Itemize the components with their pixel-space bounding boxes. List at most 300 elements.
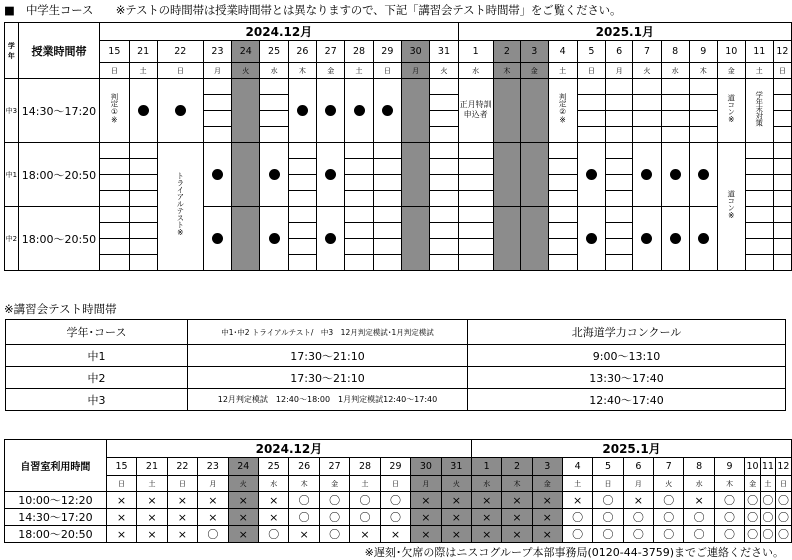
weekday-cell: 月 bbox=[623, 476, 653, 492]
empty-cell bbox=[288, 207, 316, 223]
date-cell: 28 bbox=[350, 458, 380, 476]
class-dot-icon bbox=[297, 105, 308, 116]
note-shogatsu bbox=[458, 79, 493, 143]
grade-label: 中1 bbox=[5, 143, 19, 207]
weekday-cell: 水 bbox=[684, 476, 714, 492]
empty-cell bbox=[100, 223, 129, 239]
availability-mark: 〇 bbox=[259, 526, 289, 543]
test-time-a: 17:30～21:10 bbox=[188, 345, 468, 367]
empty-cell bbox=[260, 111, 288, 127]
weekday-cell: 日 bbox=[577, 63, 605, 79]
empty-cell bbox=[548, 207, 577, 223]
availability-mark: 〇 bbox=[562, 526, 592, 543]
weekday-cell: 金 bbox=[319, 476, 349, 492]
availability-mark: 〇 bbox=[745, 526, 761, 543]
class-cell bbox=[203, 207, 231, 271]
empty-cell bbox=[745, 207, 773, 223]
empty-cell bbox=[430, 127, 458, 143]
date-cell: 24 bbox=[228, 458, 258, 476]
class-dot-icon bbox=[670, 233, 681, 244]
empty-cell bbox=[129, 207, 157, 223]
weekday-cell: 木 bbox=[502, 476, 532, 492]
empty-cell bbox=[345, 159, 373, 175]
empty-cell bbox=[260, 95, 288, 111]
weekday-cell: 土 bbox=[745, 63, 773, 79]
weekday-cell: 土 bbox=[137, 476, 167, 492]
availability-mark: 〇 bbox=[684, 526, 714, 543]
empty-cell bbox=[203, 79, 231, 95]
empty-cell bbox=[458, 143, 493, 159]
weekday-cell: 月 bbox=[402, 63, 430, 79]
availability-mark: 〇 bbox=[684, 509, 714, 526]
availability-mark: × bbox=[137, 492, 167, 509]
note-shogatsu-text: 正月特訓申込者 bbox=[459, 100, 492, 119]
date-cell: 1 bbox=[472, 458, 502, 476]
date-cell: 22 bbox=[157, 41, 203, 63]
empty-cell bbox=[288, 143, 316, 159]
date-cell: 9 bbox=[714, 458, 744, 476]
empty-cell bbox=[129, 159, 157, 175]
empty-cell bbox=[661, 79, 689, 95]
col-header-concours: 北海道学力コンクール bbox=[468, 320, 786, 345]
closed-cell bbox=[493, 207, 520, 271]
empty-cell bbox=[458, 207, 493, 223]
empty-cell bbox=[430, 255, 458, 271]
class-dot-icon bbox=[325, 169, 336, 180]
class-cell bbox=[203, 143, 231, 207]
date-cell: 24 bbox=[232, 41, 260, 63]
note-trial-text: トライアルテスト※ bbox=[175, 172, 185, 237]
date-cell: 26 bbox=[288, 41, 316, 63]
weekday-cell: 木 bbox=[493, 63, 520, 79]
class-cell bbox=[633, 143, 661, 207]
empty-cell bbox=[430, 111, 458, 127]
weekday-cell: 日 bbox=[167, 476, 197, 492]
empty-cell bbox=[605, 175, 632, 191]
class-cell bbox=[288, 79, 316, 143]
empty-cell bbox=[373, 191, 401, 207]
availability-mark: 〇 bbox=[654, 492, 684, 509]
empty-cell bbox=[100, 207, 129, 223]
availability-mark: 〇 bbox=[714, 509, 744, 526]
test-time-b: 13:30～17:40 bbox=[468, 367, 786, 389]
date-cell: 25 bbox=[259, 458, 289, 476]
availability-mark: × bbox=[411, 492, 441, 509]
weekday-cell: 金 bbox=[521, 63, 548, 79]
empty-cell bbox=[605, 239, 632, 255]
date-cell: 22 bbox=[167, 458, 197, 476]
availability-mark: 〇 bbox=[760, 492, 775, 509]
weekday-cell: 火 bbox=[430, 63, 458, 79]
date-cell: 4 bbox=[548, 41, 577, 63]
class-dot-icon bbox=[138, 105, 149, 116]
date-cell: 25 bbox=[260, 41, 288, 63]
empty-cell bbox=[288, 175, 316, 191]
empty-cell bbox=[345, 175, 373, 191]
availability-mark: × bbox=[106, 526, 136, 543]
empty-cell bbox=[745, 255, 773, 271]
empty-cell bbox=[548, 255, 577, 271]
empty-cell bbox=[288, 255, 316, 271]
availability-mark: × bbox=[380, 526, 410, 543]
empty-cell bbox=[605, 111, 632, 127]
study-room-title: 自習室利用時間 bbox=[5, 440, 107, 492]
date-cell: 29 bbox=[373, 41, 401, 63]
availability-mark: × bbox=[562, 492, 592, 509]
weekday-cell: 日 bbox=[100, 63, 129, 79]
weekday-cell: 日 bbox=[373, 63, 401, 79]
empty-cell bbox=[129, 239, 157, 255]
class-cell bbox=[689, 207, 717, 271]
availability-mark: × bbox=[259, 492, 289, 509]
test-grade: 中2 bbox=[6, 367, 188, 389]
empty-cell bbox=[345, 191, 373, 207]
empty-cell bbox=[100, 255, 129, 271]
month-jan: 2025.1月 bbox=[458, 23, 791, 41]
empty-cell bbox=[288, 191, 316, 207]
weekday-cell: 金 bbox=[717, 63, 745, 79]
availability-mark: × bbox=[228, 526, 258, 543]
class-dot-icon bbox=[586, 233, 597, 244]
availability-mark: 〇 bbox=[760, 526, 775, 543]
closed-cell bbox=[232, 79, 260, 143]
empty-cell bbox=[633, 127, 661, 143]
empty-cell bbox=[661, 127, 689, 143]
availability-mark: × bbox=[441, 509, 471, 526]
availability-mark: × bbox=[532, 509, 562, 526]
class-cell bbox=[317, 79, 345, 143]
class-time: 18:00～20:50 bbox=[18, 143, 99, 207]
test-grade: 中1 bbox=[6, 345, 188, 367]
grade-header: 学年 bbox=[5, 23, 19, 79]
empty-cell bbox=[745, 239, 773, 255]
empty-cell bbox=[129, 255, 157, 271]
class-dot-icon bbox=[212, 233, 223, 244]
empty-cell bbox=[689, 111, 717, 127]
test-time-b: 9:00～13:10 bbox=[468, 345, 786, 367]
empty-cell bbox=[548, 223, 577, 239]
empty-cell bbox=[773, 127, 791, 143]
availability-mark: 〇 bbox=[562, 509, 592, 526]
date-cell: 6 bbox=[623, 458, 653, 476]
date-cell: 10 bbox=[717, 41, 745, 63]
class-time: 14:30～17:20 bbox=[18, 79, 99, 143]
weekday-cell: 金 bbox=[745, 476, 761, 492]
note-hantei2 bbox=[548, 79, 577, 143]
availability-mark: 〇 bbox=[350, 492, 380, 509]
grade-label: 中2 bbox=[5, 207, 19, 271]
class-cell bbox=[689, 143, 717, 207]
empty-cell bbox=[345, 255, 373, 271]
availability-mark: × bbox=[441, 492, 471, 509]
availability-mark: 〇 bbox=[319, 526, 349, 543]
date-cell: 30 bbox=[402, 41, 430, 63]
time-header: 授業時間帯 bbox=[18, 23, 99, 79]
date-cell: 8 bbox=[661, 41, 689, 63]
availability-mark: × bbox=[289, 526, 319, 543]
weekday-cell: 土 bbox=[345, 63, 373, 79]
weekday-cell: 水 bbox=[661, 63, 689, 79]
availability-mark: × bbox=[532, 492, 562, 509]
date-cell: 7 bbox=[654, 458, 684, 476]
weekday-cell: 木 bbox=[689, 63, 717, 79]
empty-cell bbox=[288, 223, 316, 239]
empty-cell bbox=[605, 127, 632, 143]
weekday-cell: 土 bbox=[548, 63, 577, 79]
weekday-cell: 火 bbox=[654, 476, 684, 492]
class-cell bbox=[661, 143, 689, 207]
date-cell: 2 bbox=[493, 41, 520, 63]
empty-cell bbox=[458, 159, 493, 175]
empty-cell bbox=[773, 191, 791, 207]
availability-mark: 〇 bbox=[775, 526, 791, 543]
weekday-cell: 月 bbox=[198, 476, 228, 492]
availability-mark: 〇 bbox=[380, 509, 410, 526]
weekday-cell: 木 bbox=[714, 476, 744, 492]
date-cell: 21 bbox=[137, 458, 167, 476]
empty-cell bbox=[577, 127, 605, 143]
empty-cell bbox=[773, 111, 791, 127]
availability-mark: × bbox=[167, 526, 197, 543]
date-cell: 9 bbox=[689, 41, 717, 63]
empty-cell bbox=[288, 159, 316, 175]
availability-mark: 〇 bbox=[714, 492, 744, 509]
class-dot-icon bbox=[641, 169, 652, 180]
availability-mark: × bbox=[167, 492, 197, 509]
month-jan: 2025.1月 bbox=[472, 440, 792, 458]
empty-cell bbox=[773, 207, 791, 223]
study-time: 18:00～20:50 bbox=[5, 526, 107, 543]
date-cell: 28 bbox=[345, 41, 373, 63]
empty-cell bbox=[129, 175, 157, 191]
empty-cell bbox=[605, 143, 632, 159]
empty-cell bbox=[548, 175, 577, 191]
date-cell: 1 bbox=[458, 41, 493, 63]
class-cell bbox=[633, 207, 661, 271]
empty-cell bbox=[745, 223, 773, 239]
availability-mark: × bbox=[441, 526, 471, 543]
class-cell bbox=[577, 207, 605, 271]
note-dokon1 bbox=[717, 79, 745, 143]
note-dokon1-text: 道コン※ bbox=[726, 93, 736, 124]
class-time: 18:00～20:50 bbox=[18, 207, 99, 271]
empty-cell bbox=[605, 255, 632, 271]
empty-cell bbox=[100, 175, 129, 191]
weekday-cell: 火 bbox=[228, 476, 258, 492]
date-cell: 10 bbox=[745, 458, 761, 476]
empty-cell bbox=[689, 79, 717, 95]
empty-cell bbox=[548, 159, 577, 175]
date-cell: 23 bbox=[203, 41, 231, 63]
weekday-cell: 火 bbox=[232, 63, 260, 79]
empty-cell bbox=[745, 143, 773, 159]
empty-cell bbox=[773, 223, 791, 239]
date-cell: 31 bbox=[441, 458, 471, 476]
empty-cell bbox=[458, 255, 493, 271]
empty-cell bbox=[605, 223, 632, 239]
closed-cell bbox=[521, 207, 548, 271]
availability-mark: × bbox=[106, 492, 136, 509]
empty-cell bbox=[577, 111, 605, 127]
class-cell bbox=[317, 207, 345, 271]
availability-mark: 〇 bbox=[380, 492, 410, 509]
empty-cell bbox=[373, 159, 401, 175]
empty-cell bbox=[373, 239, 401, 255]
closed-cell bbox=[232, 207, 260, 271]
weekday-cell: 日 bbox=[593, 476, 623, 492]
footer-note: ※遅刻･欠席の際はニスコグループ本部事務局(0120-44-3759)までご連絡ください。 bbox=[364, 546, 784, 559]
weekday-cell: 月 bbox=[203, 63, 231, 79]
date-cell: 6 bbox=[605, 41, 632, 63]
class-dot-icon bbox=[325, 105, 336, 116]
class-dot-icon bbox=[325, 233, 336, 244]
empty-cell bbox=[633, 111, 661, 127]
empty-cell bbox=[373, 207, 401, 223]
col-header-grade: 学年･コース bbox=[6, 320, 188, 345]
empty-cell bbox=[633, 95, 661, 111]
study-time: 10:00～12:20 bbox=[5, 492, 107, 509]
closed-cell bbox=[232, 143, 260, 207]
availability-mark: × bbox=[411, 509, 441, 526]
availability-mark: 〇 bbox=[775, 509, 791, 526]
empty-cell bbox=[373, 255, 401, 271]
empty-cell bbox=[100, 143, 129, 159]
date-cell: 8 bbox=[684, 458, 714, 476]
date-cell: 23 bbox=[198, 458, 228, 476]
date-cell: 27 bbox=[317, 41, 345, 63]
empty-cell bbox=[458, 175, 493, 191]
note-trial bbox=[157, 143, 203, 271]
weekday-cell: 水 bbox=[260, 63, 288, 79]
empty-cell bbox=[773, 175, 791, 191]
empty-cell bbox=[345, 207, 373, 223]
weekday-cell: 火 bbox=[441, 476, 471, 492]
empty-cell bbox=[458, 223, 493, 239]
availability-mark: 〇 bbox=[593, 526, 623, 543]
empty-cell bbox=[689, 95, 717, 111]
empty-cell bbox=[100, 159, 129, 175]
empty-cell bbox=[745, 159, 773, 175]
page-header: ■ 中学生コース ※テストの時間帯は授業時間帯とは異なりますので、下記「講習会テスト時間帯」をご覧ください。 bbox=[4, 3, 622, 17]
date-cell: 5 bbox=[593, 458, 623, 476]
class-dot-icon bbox=[269, 233, 280, 244]
weekday-cell: 土 bbox=[350, 476, 380, 492]
closed-cell bbox=[402, 143, 430, 207]
availability-mark: 〇 bbox=[714, 526, 744, 543]
test-section-title: ※講習会テスト時間帯 bbox=[4, 302, 117, 316]
empty-cell bbox=[745, 175, 773, 191]
weekday-cell: 日 bbox=[775, 476, 791, 492]
empty-cell bbox=[129, 191, 157, 207]
availability-mark: × bbox=[502, 509, 532, 526]
availability-mark: × bbox=[472, 526, 502, 543]
date-cell: 27 bbox=[319, 458, 349, 476]
date-cell: 7 bbox=[633, 41, 661, 63]
empty-cell bbox=[605, 191, 632, 207]
empty-cell bbox=[773, 159, 791, 175]
empty-cell bbox=[430, 223, 458, 239]
class-cell bbox=[317, 143, 345, 207]
date-cell: 12 bbox=[773, 41, 791, 63]
grade-label: 中3 bbox=[5, 79, 19, 143]
availability-mark: 〇 bbox=[654, 526, 684, 543]
availability-mark: × bbox=[228, 492, 258, 509]
availability-mark: 〇 bbox=[319, 492, 349, 509]
weekday-cell: 水 bbox=[458, 63, 493, 79]
availability-mark: × bbox=[411, 526, 441, 543]
availability-mark: × bbox=[623, 492, 653, 509]
empty-cell bbox=[430, 143, 458, 159]
empty-cell bbox=[345, 143, 373, 159]
weekday-cell: 木 bbox=[288, 63, 316, 79]
date-cell: 3 bbox=[532, 458, 562, 476]
availability-mark: 〇 bbox=[593, 509, 623, 526]
date-cell: 3 bbox=[521, 41, 548, 63]
note-taisaku-text: 学年末対策 bbox=[754, 91, 764, 126]
col-header-trial: 中1･中2 トライアルテスト/ 中3 12月判定模試･1月判定模試 bbox=[188, 320, 468, 345]
test-time-a: 17:30～21:10 bbox=[188, 367, 468, 389]
date-cell: 2 bbox=[502, 458, 532, 476]
date-cell: 11 bbox=[760, 458, 775, 476]
availability-mark: × bbox=[137, 526, 167, 543]
empty-cell bbox=[605, 95, 632, 111]
study-time: 14:30～17:20 bbox=[5, 509, 107, 526]
class-dot-icon bbox=[175, 105, 186, 116]
empty-cell bbox=[430, 175, 458, 191]
empty-cell bbox=[100, 239, 129, 255]
date-cell: 5 bbox=[577, 41, 605, 63]
availability-mark: × bbox=[532, 526, 562, 543]
class-dot-icon bbox=[641, 233, 652, 244]
empty-cell bbox=[430, 191, 458, 207]
availability-mark: × bbox=[684, 492, 714, 509]
empty-cell bbox=[430, 239, 458, 255]
note-hantei2-text: 判定②※ bbox=[558, 93, 568, 124]
empty-cell bbox=[577, 79, 605, 95]
closed-cell bbox=[521, 79, 548, 143]
weekday-cell: 水 bbox=[472, 476, 502, 492]
empty-cell bbox=[773, 95, 791, 111]
availability-mark: × bbox=[106, 509, 136, 526]
availability-mark: × bbox=[472, 509, 502, 526]
date-cell: 26 bbox=[289, 458, 319, 476]
empty-cell bbox=[129, 223, 157, 239]
empty-cell bbox=[260, 127, 288, 143]
empty-cell bbox=[203, 111, 231, 127]
empty-cell bbox=[745, 191, 773, 207]
availability-mark: 〇 bbox=[745, 492, 761, 509]
class-cell bbox=[260, 143, 288, 207]
test-time-b: 12:40～17:40 bbox=[468, 389, 786, 411]
date-cell: 30 bbox=[411, 458, 441, 476]
empty-cell bbox=[458, 191, 493, 207]
availability-mark: 〇 bbox=[289, 509, 319, 526]
empty-cell bbox=[633, 79, 661, 95]
empty-cell bbox=[577, 95, 605, 111]
availability-mark: × bbox=[228, 509, 258, 526]
empty-cell bbox=[203, 95, 231, 111]
availability-mark: × bbox=[137, 509, 167, 526]
availability-mark: 〇 bbox=[760, 509, 775, 526]
empty-cell bbox=[548, 143, 577, 159]
empty-cell bbox=[430, 159, 458, 175]
class-dot-icon bbox=[586, 169, 597, 180]
test-time-table bbox=[5, 319, 786, 411]
note-taisaku bbox=[745, 79, 773, 143]
availability-mark: × bbox=[198, 492, 228, 509]
class-cell bbox=[129, 79, 157, 143]
class-dot-icon bbox=[212, 169, 223, 180]
